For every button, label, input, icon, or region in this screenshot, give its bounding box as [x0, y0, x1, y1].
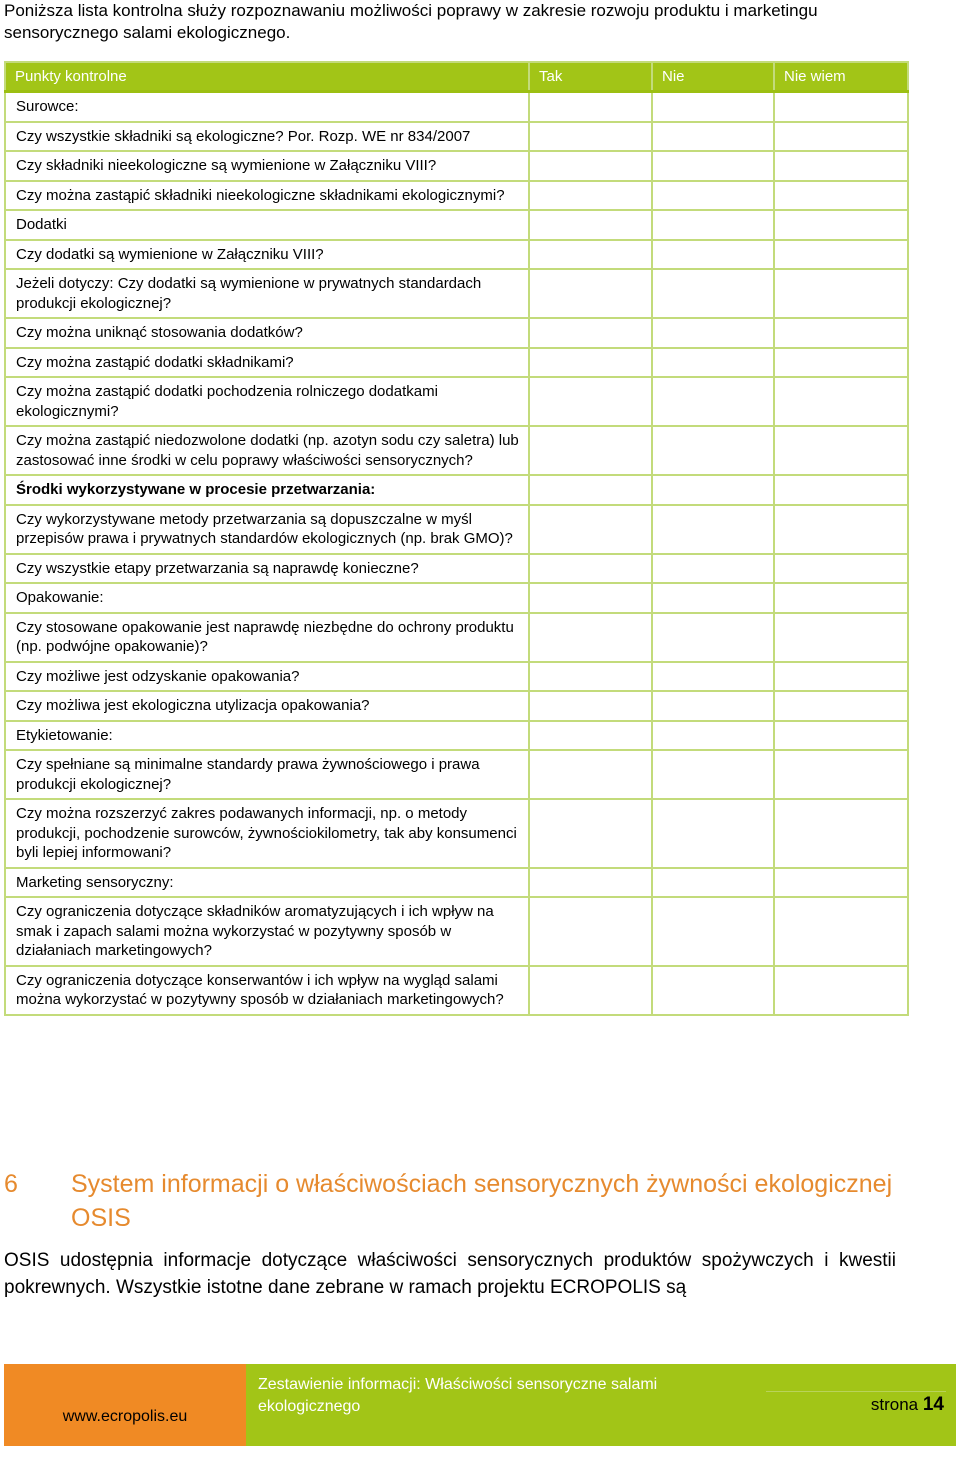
checklist-question-row — [5, 426, 908, 475]
checklist-section-row — [5, 868, 908, 898]
answer-yes-cell[interactable] — [529, 721, 652, 751]
checklist-question: Czy możliwa jest ekologiczna utylizacja opakowania? — [5, 691, 529, 721]
checklist-question-row — [5, 348, 908, 378]
answer-yes-cell[interactable] — [529, 318, 652, 348]
checklist-question: Czy można uniknąć stosowania dodatków? — [5, 318, 529, 348]
answer-no-cell[interactable] — [652, 897, 774, 966]
checklist-header-row — [5, 62, 908, 92]
answer-yes-cell[interactable] — [529, 181, 652, 211]
checklist-question-row — [5, 799, 908, 868]
answer-no-cell[interactable] — [652, 613, 774, 662]
answer-dont-know-cell[interactable] — [774, 897, 908, 966]
checklist-body — [5, 92, 908, 1015]
answer-no-cell[interactable] — [652, 122, 774, 152]
footer-website-block — [4, 1364, 246, 1446]
answer-yes-cell[interactable] — [529, 799, 652, 868]
checklist-question: Czy dodatki są wymienione w Załączniku VIII? — [5, 240, 529, 270]
answer-dont-know-cell[interactable] — [774, 210, 908, 240]
answer-yes-cell[interactable] — [529, 613, 652, 662]
checklist-section-row — [5, 92, 908, 122]
answer-yes-cell[interactable] — [529, 868, 652, 898]
footer-document-title: Zestawienie informacji: Właściwości sensoryczne salami ekologicznego — [258, 1376, 658, 1415]
checklist-question-row — [5, 691, 908, 721]
answer-no-cell[interactable] — [652, 966, 774, 1015]
checklist-question: Czy można rozszerzyć zakres podawanych informacji, np. o metody produkcji, pochodzenie surowców, żywnościokilometry, tak aby konsumenci byli lepiej informowani? — [5, 799, 529, 868]
answer-no-cell[interactable] — [652, 318, 774, 348]
answer-yes-cell[interactable] — [529, 691, 652, 721]
checklist-question-row — [5, 318, 908, 348]
checklist-question: Czy można zastąpić niedozwolone dodatki (np. azotyn sodu czy saletra) lub zastosować inne środki w celu poprawy właściwości sensorycznych? — [5, 426, 529, 475]
section-body-text: OSIS udostępnia informacje dotyczące właściwości sensorycznych produktów spożywczych i kwestii pokrewnych. Wszystkie istotne dane zebrane w ramach projektu ECROPOLIS są — [4, 1250, 896, 1298]
checklist-question: Czy spełniane są minimalne standardy prawa żywnościowego i prawa produkcji ekologicznej? — [5, 750, 529, 799]
checklist-question: Czy wykorzystywane metody przetwarzania są dopuszczalne w myśl przepisów prawa i prywatnych standardów ekologicznych (np. brak GMO)? — [5, 505, 529, 554]
answer-no-cell[interactable] — [652, 721, 774, 751]
checklist-question: Czy składniki nieekologiczne są wymienione w Załączniku VIII? — [5, 151, 529, 181]
answer-dont-know-cell[interactable] — [774, 377, 908, 426]
answer-dont-know-cell[interactable] — [774, 662, 908, 692]
header-no: Nie — [652, 62, 774, 92]
checklist-table — [4, 61, 909, 1016]
checklist-question-row — [5, 554, 908, 584]
checklist-question-row — [5, 240, 908, 270]
checklist-section-label: Etykietowanie: — [5, 721, 529, 751]
answer-dont-know-cell[interactable] — [774, 181, 908, 211]
page-footer — [4, 1364, 956, 1446]
header-dont-know: Nie wiem — [774, 62, 908, 92]
answer-yes-cell[interactable] — [529, 662, 652, 692]
checklist-section-label: Opakowanie: — [5, 583, 529, 613]
answer-no-cell[interactable] — [652, 426, 774, 475]
answer-yes-cell[interactable] — [529, 92, 652, 122]
section-title: System informacji o właściwościach sensorycznych żywności ekologicznej OSIS — [71, 1169, 893, 1232]
answer-dont-know-cell[interactable] — [774, 475, 908, 505]
answer-yes-cell[interactable] — [529, 210, 652, 240]
answer-dont-know-cell[interactable] — [774, 426, 908, 475]
answer-yes-cell[interactable] — [529, 269, 652, 318]
answer-dont-know-cell[interactable] — [774, 151, 908, 181]
footer-page-number: 14 — [922, 1394, 944, 1415]
answer-no-cell[interactable] — [652, 691, 774, 721]
answer-dont-know-cell[interactable] — [774, 240, 908, 270]
checklist-section-label: Marketing sensoryczny: — [5, 868, 529, 898]
answer-no-cell[interactable] — [652, 662, 774, 692]
checklist-question-row — [5, 377, 908, 426]
answer-yes-cell[interactable] — [529, 151, 652, 181]
answer-no-cell[interactable] — [652, 799, 774, 868]
checklist-question-row — [5, 662, 908, 692]
checklist-section-label: Dodatki — [5, 210, 529, 240]
checklist-question-row — [5, 505, 908, 554]
checklist-question: Czy można zastąpić składniki nieekologiczne składnikami ekologicznymi? — [5, 181, 529, 211]
answer-yes-cell[interactable] — [529, 348, 652, 378]
footer-divider — [766, 1391, 946, 1392]
answer-yes-cell[interactable] — [529, 426, 652, 475]
answer-yes-cell[interactable] — [529, 897, 652, 966]
answer-yes-cell[interactable] — [529, 966, 652, 1015]
answer-yes-cell[interactable] — [529, 554, 652, 584]
checklist-question: Czy ograniczenia dotyczące konserwantów i ich wpływ na wygląd salami można wykorzystać w pozytywny sposób w działaniach marketingowych? — [5, 966, 529, 1015]
answer-dont-know-cell[interactable] — [774, 799, 908, 868]
answer-no-cell[interactable] — [652, 377, 774, 426]
answer-yes-cell[interactable] — [529, 750, 652, 799]
answer-yes-cell[interactable] — [529, 240, 652, 270]
checklist-question-row — [5, 897, 908, 966]
header-checkpoints: Punkty kontrolne — [5, 62, 529, 92]
checklist-question-row — [5, 122, 908, 152]
answer-no-cell[interactable] — [652, 240, 774, 270]
checklist-question: Czy wszystkie składniki są ekologiczne? Por. Rozp. WE nr 834/2007 — [5, 122, 529, 152]
checklist-question-row — [5, 181, 908, 211]
footer-page-label: strona — [870, 1395, 919, 1414]
checklist-section-row — [5, 721, 908, 751]
answer-no-cell[interactable] — [652, 181, 774, 211]
answer-dont-know-cell[interactable] — [774, 613, 908, 662]
answer-no-cell[interactable] — [652, 210, 774, 240]
checklist-question: Czy można zastąpić dodatki składnikami? — [5, 348, 529, 378]
answer-dont-know-cell[interactable] — [774, 721, 908, 751]
answer-yes-cell[interactable] — [529, 505, 652, 554]
answer-dont-know-cell[interactable] — [774, 92, 908, 122]
answer-dont-know-cell[interactable] — [774, 750, 908, 799]
header-yes: Tak — [529, 62, 652, 92]
checklist-question: Jeżeli dotyczy: Czy dodatki są wymienione w prywatnych standardach produkcji ekologicznej? — [5, 269, 529, 318]
footer-page-indicator — [871, 1394, 944, 1416]
checklist-question: Czy ograniczenia dotyczące składników aromatyzujących i ich wpływ na smak i zapach salami można wykorzystać w pozytywny sposób w działaniach marketingowych? — [5, 897, 529, 966]
answer-no-cell[interactable] — [652, 750, 774, 799]
answer-no-cell[interactable] — [652, 151, 774, 181]
footer-info-block — [246, 1364, 956, 1446]
answer-yes-cell[interactable] — [529, 122, 652, 152]
checklist-question-row — [5, 966, 908, 1015]
answer-dont-know-cell[interactable] — [774, 554, 908, 584]
checklist-question: Czy można zastąpić dodatki pochodzenia rolniczego dodatkami ekologicznymi? — [5, 377, 529, 426]
answer-dont-know-cell[interactable] — [774, 966, 908, 1015]
section-heading — [4, 1167, 904, 1235]
answer-no-cell[interactable] — [652, 92, 774, 122]
answer-dont-know-cell[interactable] — [774, 348, 908, 378]
checklist-question-row — [5, 151, 908, 181]
answer-yes-cell[interactable] — [529, 583, 652, 613]
answer-dont-know-cell[interactable] — [774, 868, 908, 898]
answer-dont-know-cell[interactable] — [774, 318, 908, 348]
section-number: 6 — [4, 1169, 18, 1198]
answer-dont-know-cell[interactable] — [774, 505, 908, 554]
answer-no-cell[interactable] — [652, 505, 774, 554]
checklist-question-row — [5, 613, 908, 662]
checklist-section-row — [5, 475, 908, 505]
checklist-section-label: Surowce: — [5, 92, 529, 122]
answer-no-cell[interactable] — [652, 269, 774, 318]
answer-no-cell[interactable] — [652, 475, 774, 505]
answer-dont-know-cell[interactable] — [774, 122, 908, 152]
answer-no-cell[interactable] — [652, 348, 774, 378]
checklist-section-row — [5, 210, 908, 240]
answer-no-cell[interactable] — [652, 868, 774, 898]
checklist-question-row — [5, 750, 908, 799]
checklist-question-row — [5, 269, 908, 318]
answer-no-cell[interactable] — [652, 554, 774, 584]
answer-dont-know-cell[interactable] — [774, 583, 908, 613]
checklist-section-label: Środki wykorzystywane w procesie przetwarzania: — [5, 475, 529, 505]
answer-dont-know-cell[interactable] — [774, 269, 908, 318]
answer-no-cell[interactable] — [652, 583, 774, 613]
footer-website-link[interactable]: www.ecropolis.eu — [62, 1408, 188, 1425]
checklist-section-row — [5, 583, 908, 613]
answer-yes-cell[interactable] — [529, 475, 652, 505]
checklist-question: Czy stosowane opakowanie jest naprawdę niezbędne do ochrony produktu (np. podwójne opakowanie)? — [5, 613, 529, 662]
answer-dont-know-cell[interactable] — [774, 691, 908, 721]
checklist-question: Czy możliwe jest odzyskanie opakowania? — [5, 662, 529, 692]
checklist-question: Czy wszystkie etapy przetwarzania są naprawdę konieczne? — [5, 554, 529, 584]
answer-yes-cell[interactable] — [529, 377, 652, 426]
intro-paragraph: Poniższa lista kontrolna służy rozpoznawaniu możliwości poprawy w zakresie rozwoju produktu i marketingu sensorycznego salami ekologicznego. — [4, 1, 818, 42]
